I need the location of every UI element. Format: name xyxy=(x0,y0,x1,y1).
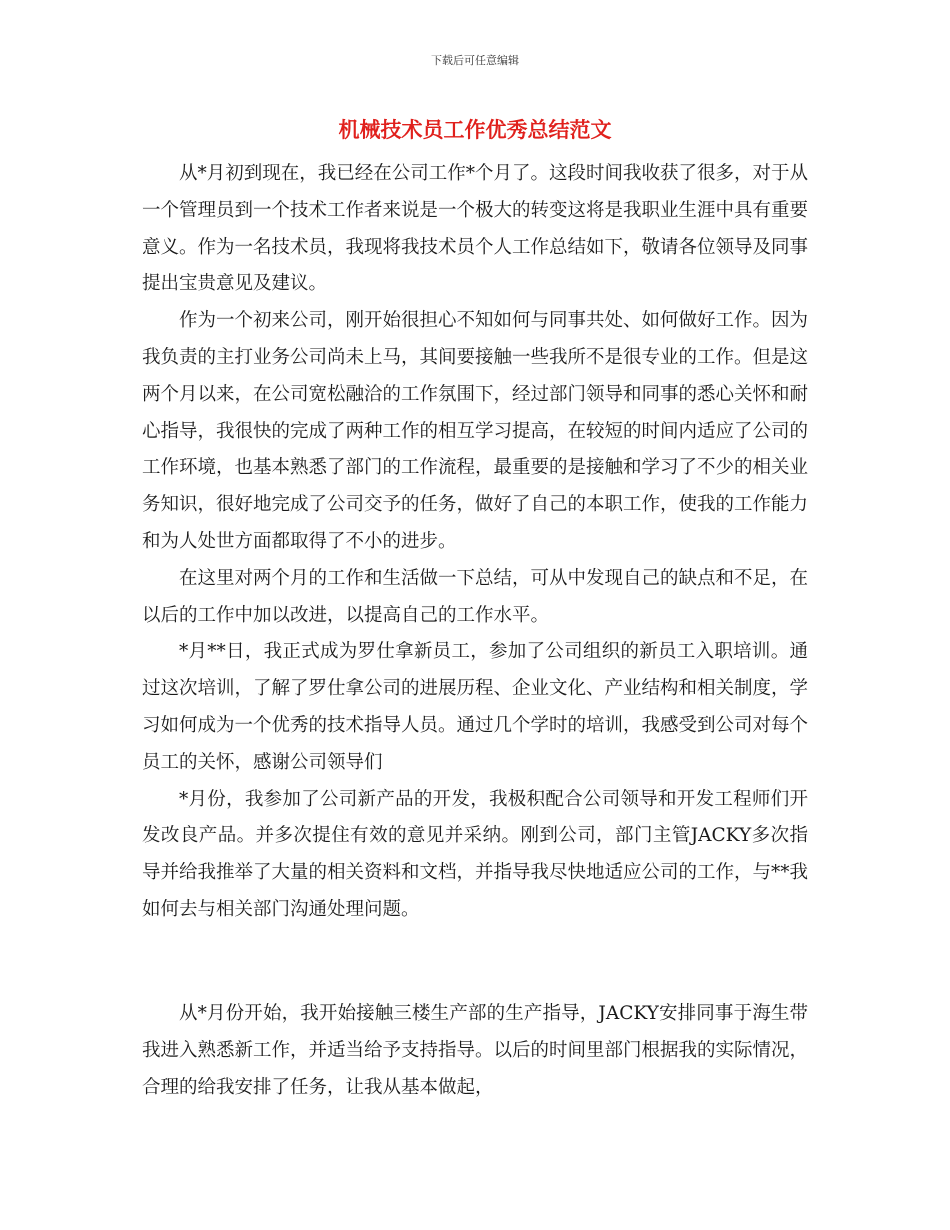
paragraph: 从*月初到现在，我已经在公司工作*个月了。这段时间我收获了很多，对于从一个管理员到一个技术工作者来说是一个极大的转变这将是我职业生涯中具有重要意义。作为一名技术员，我现将我技术员个人工作总结如下，敬请各位领导及同事提出宝贵意见及建议。 xyxy=(142,163,809,295)
document-body-continued xyxy=(142,996,808,1106)
paragraph: 作为一个初来公司，刚开始很担心不知如何与同事共处、如何做好工作。因为我负责的主打业务公司尚未上马，其间要接触一些我所不是很专业的工作。但是这两个月以来，在公司宽松融洽的工作氛围下，经过部门领导和同事的悉心关怀和耐心指导，我很快的完成了两种工作的相互学习提高，在较短的时间内适应了公司的工作环境，也基本熟悉了部门的工作流程，最重要的是接触和学习了不少的相关业务知识，很好地完成了公司交予的任务，做好了自己的本职工作，使我的工作能力和为人处世方面都取得了不小的进步。 xyxy=(142,310,809,552)
header-note: 下载后可任意编辑 xyxy=(431,54,519,67)
paragraph: *月**日，我正式成为罗仕拿新员工，参加了公司组织的新员工入职培训。通过这次培训，了解了罗仕拿公司的进展历程、企业文化、产业结构和相关制度，学习如何成为一个优秀的技术指导人员。通过几个学时的培训，我感受到公司对每个员工的关怀，感谢公司领导们 xyxy=(142,641,809,773)
paragraph: 在这里对两个月的工作和生活做一下总结，可从中发现自己的缺点和不足，在以后的工作中加以改进，以提高自己的工作水平。 xyxy=(142,567,809,626)
paragraph: 从*月份开始，我开始接触三楼生产部的生产指导，JACKY安排同事于海生带我进入熟悉新工作，并适当给予支持指导。以后的时间里部门根据我的实际情况，合理的给我安排了任务，让我从基本做起， xyxy=(142,1003,809,1098)
paragraph: *月份，我参加了公司新产品的开发，我极积配合公司领导和开发工程师们开发改良产品。并多次提住有效的意见并采纳。刚到公司，部门主管JACKY多次指导并给我推举了大量的相关资料和文档，并指导我尽快地适应公司的工作，与**我如何去与相关部门沟通处理问题。 xyxy=(142,788,809,920)
document-body xyxy=(142,156,808,929)
document-title: 机械技术员工作优秀总结范文 xyxy=(338,118,612,142)
